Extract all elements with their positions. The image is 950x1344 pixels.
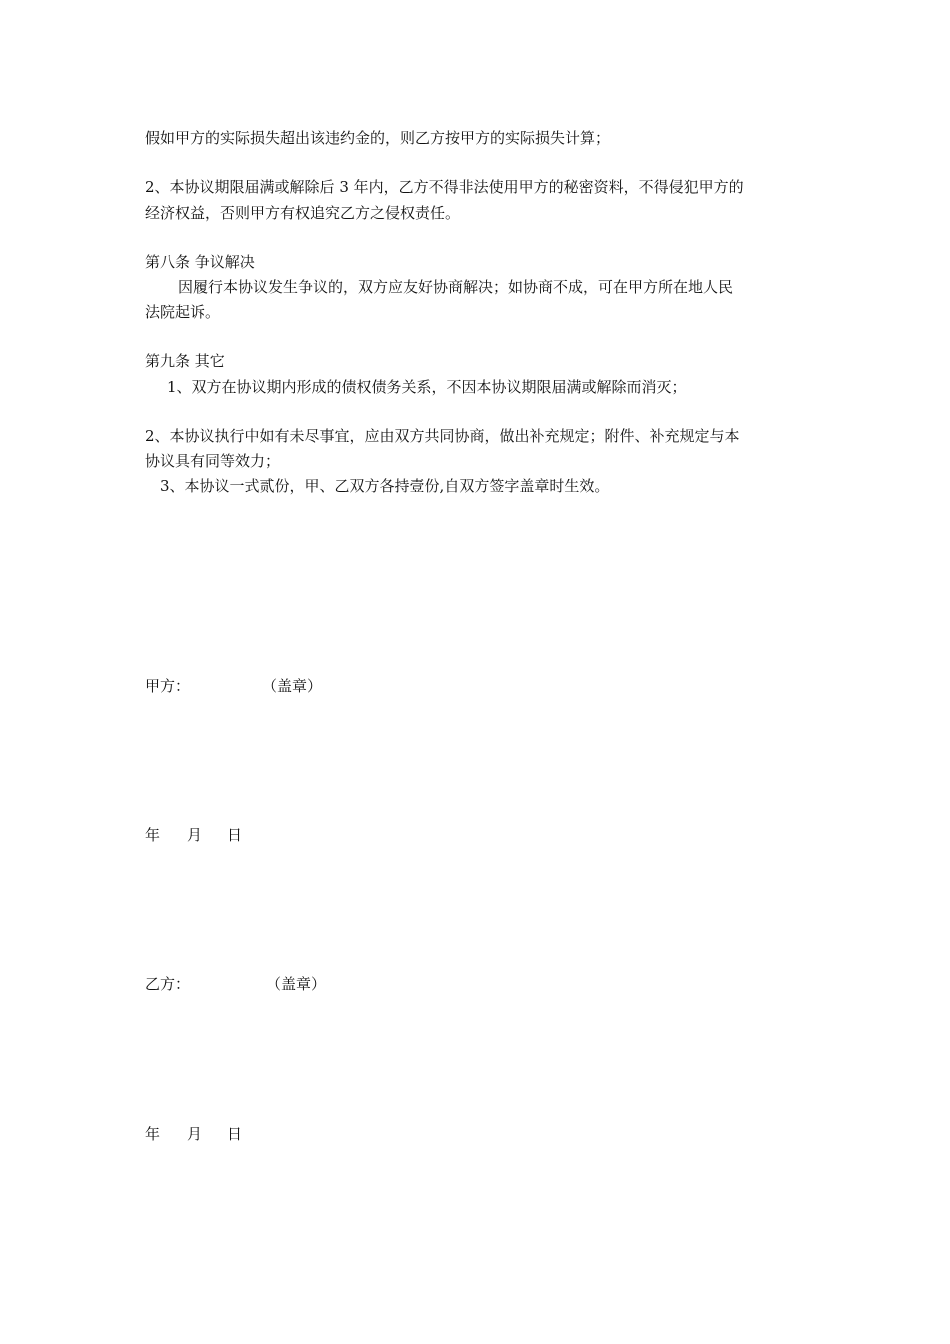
date-month: 月: [187, 826, 203, 844]
article-9-item2-line2: 协议具有同等效力；: [145, 452, 281, 470]
article-9-item2-line1: 2、本协议执行中如有未尽事宜，应由双方共同协商，做出补充规定；附件、补充规定与本: [145, 427, 740, 445]
article-8-title: 第八条 争议解决: [145, 253, 255, 271]
date-month: 月: [187, 1125, 203, 1143]
article-8-text-line1: 因履行本协议发生争议的，双方应友好协商解决；如协商不成，可在甲方所在地人民: [178, 278, 734, 296]
clause-confidentiality-line1: 2、本协议期限届满或解除后 3 年内，乙方不得非法使用甲方的秘密资料，不得侵犯甲方的: [145, 178, 744, 196]
party-b-date: [145, 1123, 242, 1145]
party-a-date: [145, 824, 242, 846]
article-9-title: 第九条 其它: [145, 352, 225, 370]
date-day: 日: [227, 1125, 243, 1143]
article-9-item1: 1、双方在协议期内形成的债权债务关系，不因本协议期限届满或解除而消灭；: [167, 378, 687, 396]
clause-confidentiality-line2: 经济权益，否则甲方有权追究乙方之侵权责任。: [145, 204, 461, 222]
party-b-label: 乙方：: [145, 975, 191, 993]
article-9-item3: 3、本协议一式贰份，甲、乙双方各持壹份,自双方签字盖章时生效。: [160, 477, 610, 495]
party-b-seal: （盖章）: [266, 975, 327, 993]
date-day: 日: [227, 826, 243, 844]
article-8-text-line2: 法院起诉。: [145, 303, 221, 321]
date-year: 年: [145, 826, 161, 844]
date-year: 年: [145, 1125, 161, 1143]
party-a-seal: （盖章）: [262, 677, 323, 695]
party-a-label: 甲方：: [145, 677, 191, 695]
paragraph-liquidated-damages: 假如甲方的实际损失超出该违约金的，则乙方按甲方的实际损失计算；: [145, 129, 611, 147]
